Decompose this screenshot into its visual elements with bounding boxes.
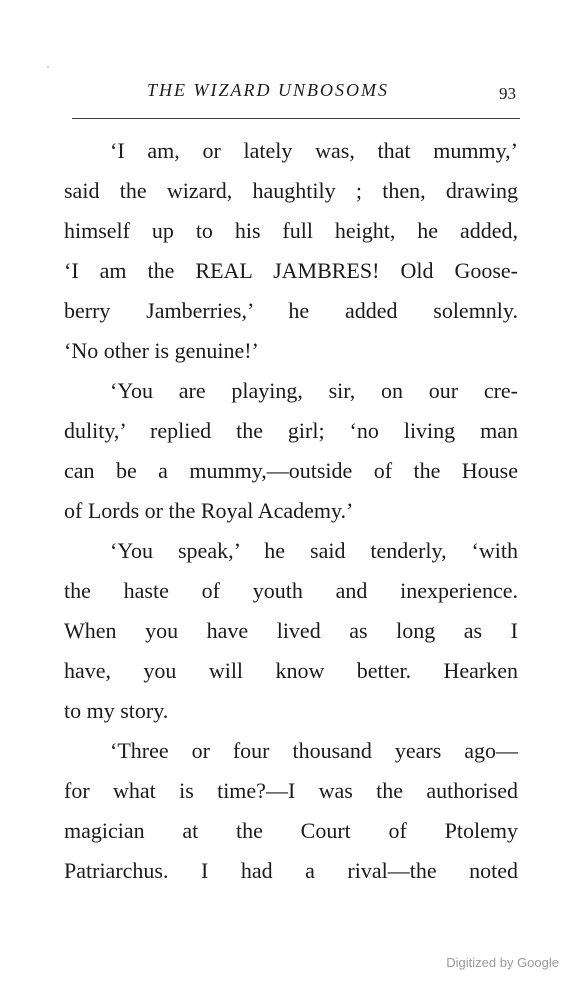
text-line: of Lords or the Royal Academy.’ [64, 498, 354, 523]
text-line: ‘I am, or lately was, that mummy,’ [110, 138, 518, 163]
text-line: for what is time?—I was the authorised [64, 778, 518, 803]
text-line: himself up to his full height, he added, [64, 218, 518, 243]
header-rule [72, 118, 520, 119]
text-line: said the wizard, haughtily ; then, drawing [64, 178, 518, 203]
text-line: berry Jamberries,’ he added solemnly. [64, 298, 518, 323]
digitized-watermark: Digitized by Google [446, 955, 559, 970]
text-line: ‘You speak,’ he said tenderly, ‘with [110, 538, 518, 563]
text-line: ‘You are playing, sir, on our cre- [110, 378, 518, 403]
text-line: to my story. [64, 698, 169, 723]
text-line: the haste of youth and inexperience. [64, 578, 518, 603]
running-head: THE WIZARD UNBOSOMS [147, 80, 389, 100]
text-line: Patriarchus. I had a rival—the noted [64, 858, 518, 883]
page-number: 93 [499, 84, 516, 103]
page-speck [47, 66, 49, 68]
text-line: ‘I am the REAL JAMBRES! Old Goose- [64, 258, 518, 283]
text-line: have, you will know better. Hearken [64, 658, 518, 683]
text-line: dulity,’ replied the girl; ‘no living man [64, 418, 518, 443]
text-line: can be a mummy,—outside of the House [64, 458, 518, 483]
text-line: When you have lived as long as I [64, 618, 518, 643]
page-header [72, 78, 520, 106]
body-text [64, 131, 518, 891]
text-line: magician at the Court of Ptolemy [64, 818, 518, 843]
text-line: ‘Three or four thousand years ago— [110, 738, 518, 763]
text-line: ‘No other is genuine!’ [64, 338, 259, 363]
